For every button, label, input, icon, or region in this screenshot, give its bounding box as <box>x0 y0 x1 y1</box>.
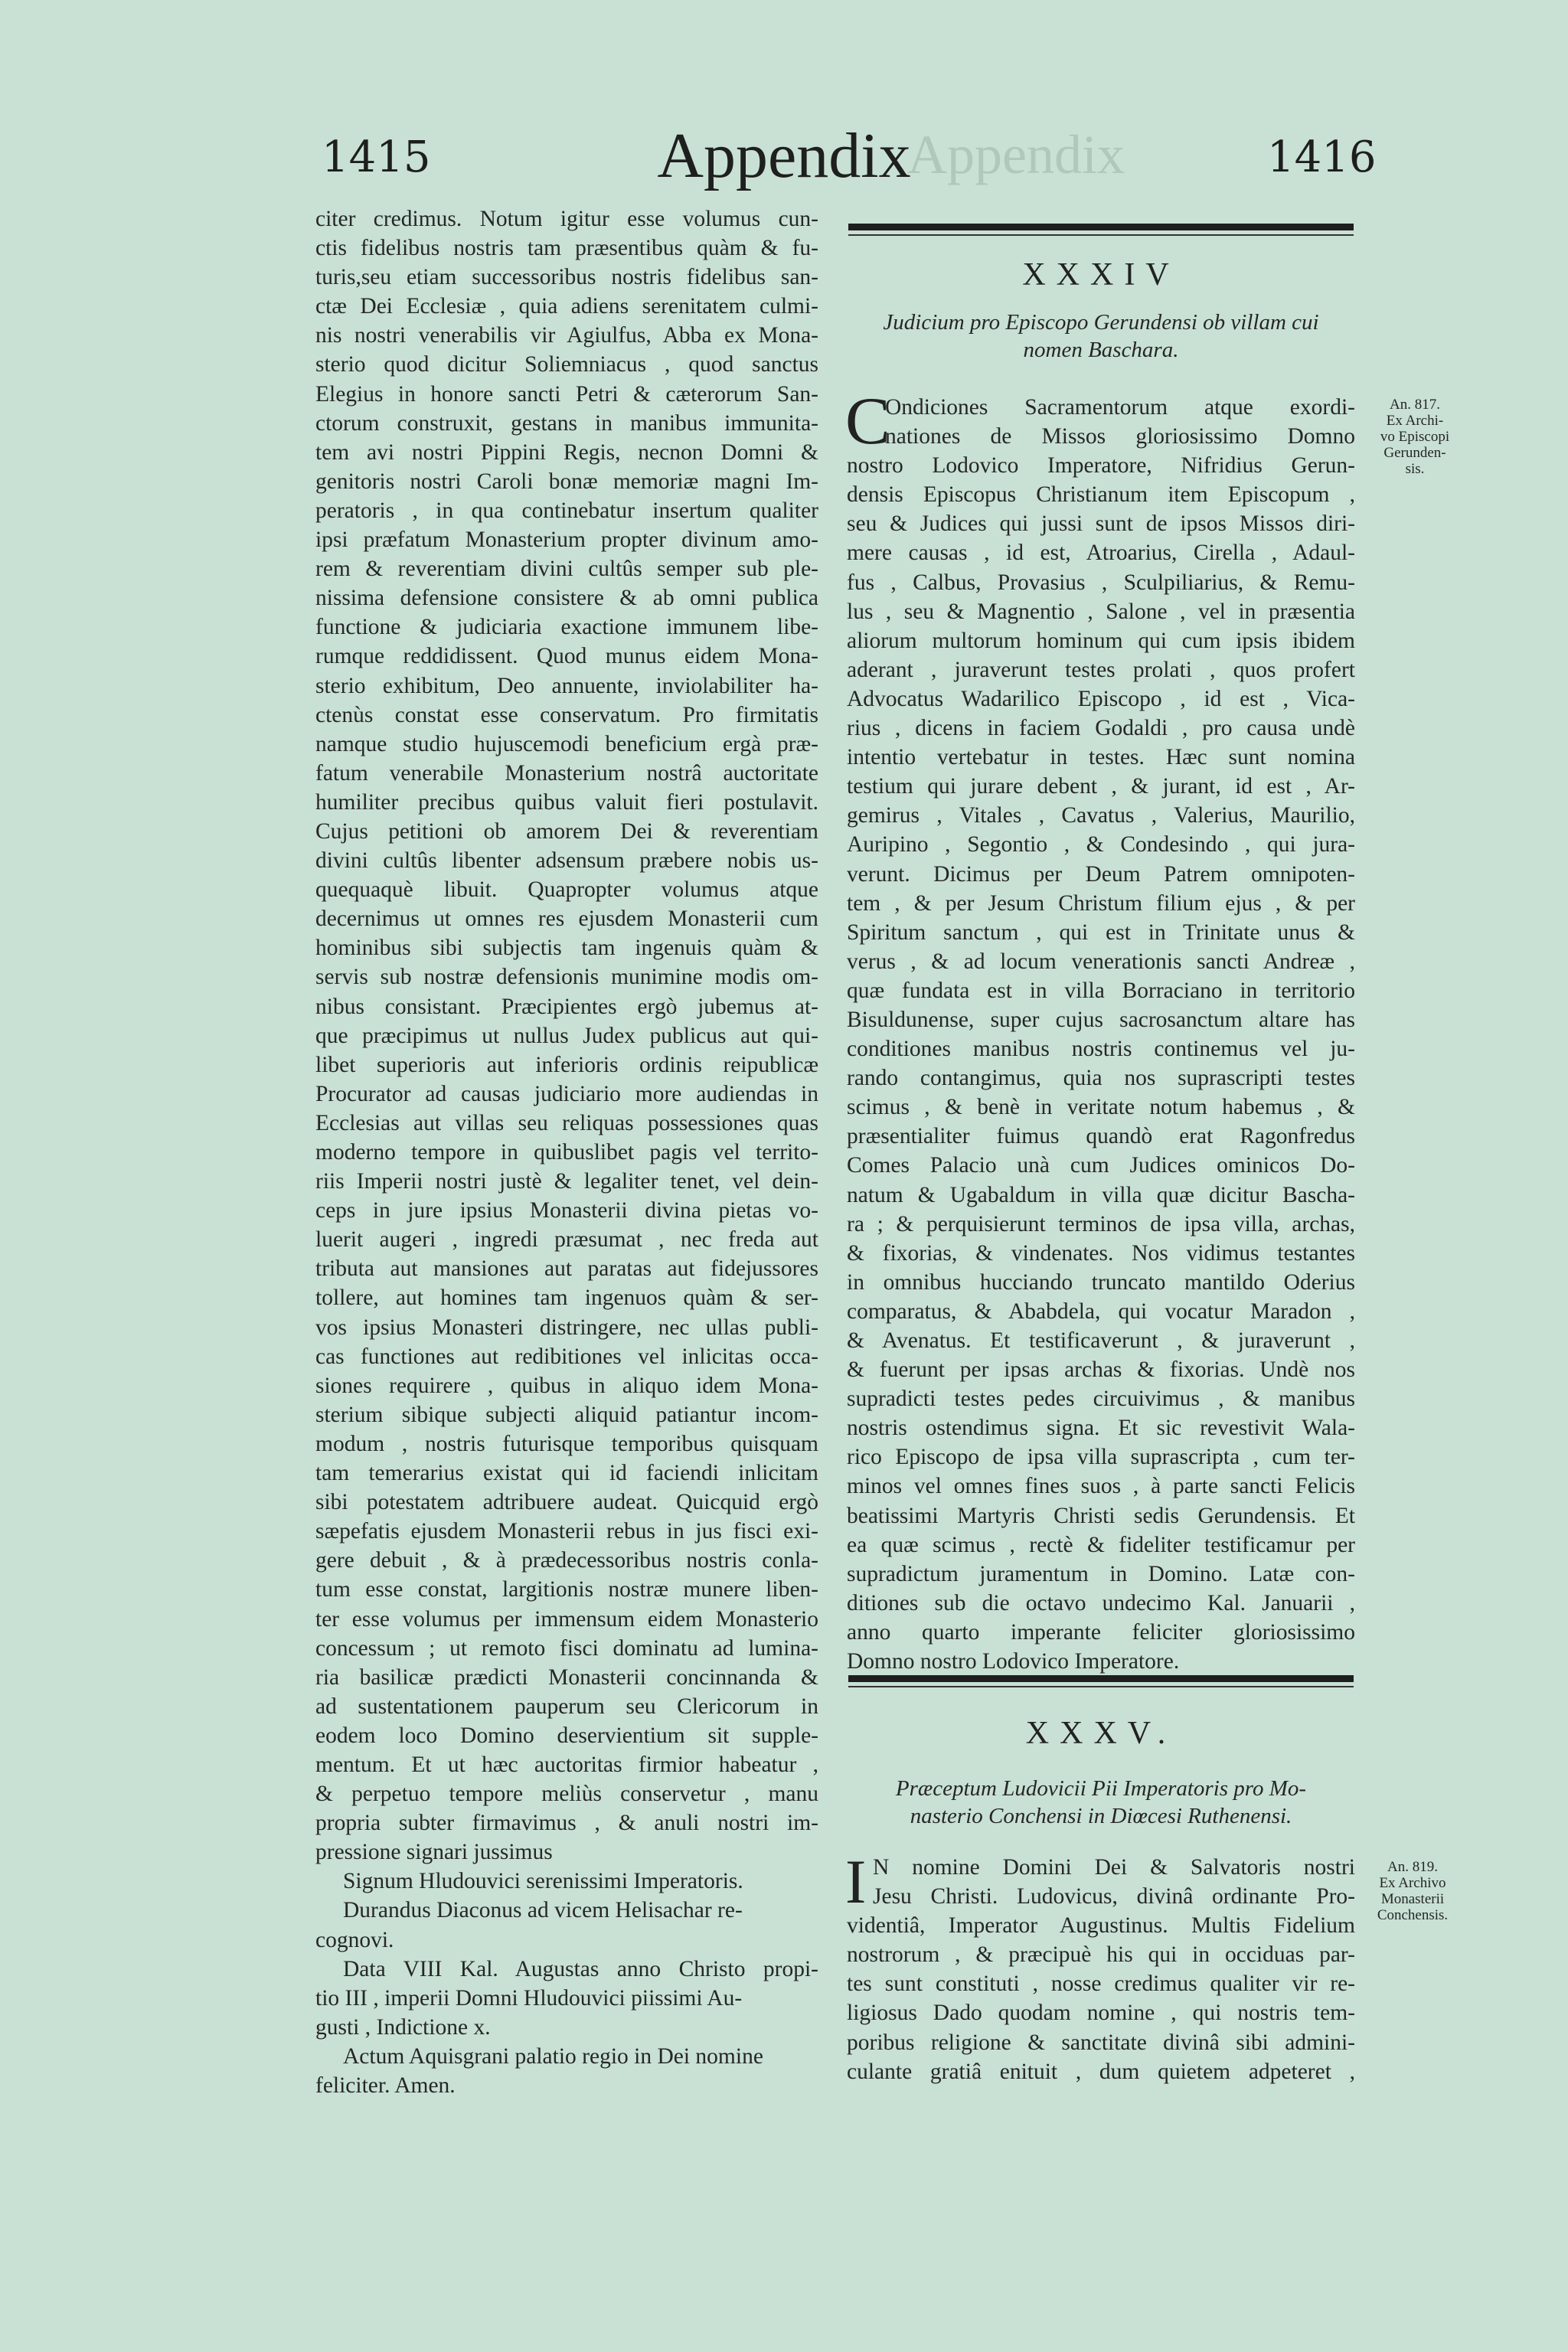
text-line: siones requirere , quibus in aliquo idem Mona- <box>315 1373 818 1398</box>
text-line: Auripino , Segontio , & Condesindo , qui jura- <box>847 832 1355 858</box>
section-number-xxxv: XXXV. <box>1025 1716 1177 1751</box>
text-line: Elegius in honore sancti Petri & cæterorum San- <box>315 381 818 407</box>
text-line: rumque reddidissent. Quod munus eidem Mona- <box>315 644 818 669</box>
text-line: & fuerunt per ipsas archas & fixorias. Undè nos <box>847 1357 1355 1383</box>
text-line: tio III , imperii Domni Hludouvici piissimi Au- <box>315 1985 743 2011</box>
text-line: turis,seu etiam successoribus nostris fidelibus san- <box>315 265 818 290</box>
section-title-xxxiv <box>848 309 1354 364</box>
text-line: Ecclesias aut villas seu reliquas possessiones quas <box>315 1110 818 1135</box>
text-line: humiliter precibus quibus valuit fieri postulavit. <box>315 789 818 815</box>
text-line: hominibus sibi subjectis tam ingenuis quàm & <box>315 936 818 961</box>
text-line: feliciter. Amen. <box>315 2073 456 2098</box>
left-page-number: 1415 <box>322 132 431 182</box>
text-line: anno quarto imperante feliciter gloriosissimo <box>847 1619 1355 1645</box>
text-line: intentio vertebatur in testes. Hæc sunt nomina <box>847 745 1355 770</box>
text-line: eodem loco Domino deservientium sit supple- <box>315 1723 818 1748</box>
text-line: rando contangimus, quia nos suprascripti testes <box>847 1066 1355 1091</box>
text-line: & fixorias, & vindenates. Nos vidimus testantes <box>847 1240 1355 1266</box>
text-line: verus , & ad locum venerationis sancti Andreæ , <box>847 949 1355 974</box>
text-line: Data VIII Kal. Augustas anno Christo propi- <box>343 1956 818 1981</box>
margin-note-line: Monasterii <box>1380 1891 1445 1907</box>
text-line: tam temerarius existat qui id faciendi inlicitam <box>315 1461 818 1486</box>
text-line: præsentialiter fuimus quandò erat Ragonfredus <box>847 1124 1355 1149</box>
text-line: culante gratiâ enituit , dum quietem adpeteret , <box>847 2059 1355 2084</box>
text-line: verunt. Dicimus per Deum Patrem omnipoten- <box>847 861 1355 887</box>
text-line: Spiritum sanctum , qui est in Trinitate unus & <box>847 920 1355 945</box>
text-line: ria basilicæ prædicti Monasterii concinnanda & <box>315 1664 818 1690</box>
text-line: testium qui jurare debent , & jurant, id est , Ar- <box>847 774 1355 799</box>
text-line: ctenùs constat esse conservatum. Pro firmitatis <box>315 702 818 727</box>
text-line: densis Episcopus Christianum item Episcopum , <box>847 482 1355 508</box>
text-line: sibi potestatem adtribuere audeat. Quicquid ergò <box>315 1490 818 1515</box>
text-line: ter esse volumus per immensum eidem Monasterio <box>315 1606 818 1632</box>
text-line: mentum. Et ut hæc auctoritas firmior habeatur , <box>315 1752 818 1777</box>
margin-note-line: An. 819. <box>1387 1859 1438 1875</box>
right-page-number: 1416 <box>1267 132 1377 182</box>
text-line: supradicti testes pedes circuivimus , & manibus <box>847 1387 1355 1412</box>
margin-note-line: vo Episcopi <box>1380 429 1450 445</box>
text-line: cognovi. <box>315 1927 394 1952</box>
text-line: functione & judiciaria exactione immunem libe- <box>315 615 818 640</box>
margin-note-line: Ex Archi- <box>1386 413 1444 429</box>
text-line: comparatus, & Ababdela, qui vocatur Maradon , <box>847 1298 1355 1324</box>
text-line: tum esse constat, largitionis nostræ munere liben- <box>315 1577 818 1602</box>
text-line: tes sunt constituti , nosse credimus qualiter vir re- <box>847 1971 1355 1997</box>
margin-note-xxxv <box>1363 1859 1462 1923</box>
text-line: rius , dicens in faciem Godaldi , pro causa undè <box>847 716 1355 741</box>
text-line: Procurator ad causas judiciario more audiendas in <box>315 1081 818 1106</box>
text-line: riis Imperii nostri justè & legaliter tenet, vel dein- <box>315 1169 818 1194</box>
text-line: libet superioris aut inferioris ordinis reipublicæ <box>315 1052 818 1077</box>
text-line: moderno tempore in quibuslibet pagis vel territo- <box>315 1140 818 1165</box>
section-rule-top <box>848 1675 1354 1682</box>
text-line: fus , Calbus, Provasius , Sculpiliarius, & Remu- <box>847 570 1355 595</box>
text-line: beatissimi Martyris Christi sedis Gerundensis. Et <box>847 1503 1355 1528</box>
section-rule-thin <box>848 1686 1354 1687</box>
text-line: sterio quod dicitur Soliemniacus , quod sanctus <box>315 352 818 377</box>
bleed-through-title: Appendix <box>907 124 1125 185</box>
text-line: ctæ Dei Ecclesiæ , quia adiens serenitatem culmi- <box>315 294 818 319</box>
text-line: aliorum multorum hominum qui cum ipsis ibidem <box>847 628 1355 653</box>
text-line: concessum ; ut remoto fisci dominatu ad lumina- <box>315 1635 818 1661</box>
text-line: quequaquè libuit. Quapropter volumus atque <box>315 877 818 903</box>
text-line: tollere, aut homines tam ingenuos quàm & ser- <box>315 1285 818 1311</box>
text-line: ea quæ scimus , rectè & fideliter testificamur per <box>847 1532 1355 1557</box>
text-line: cas functiones aut redibitiones vel inlicitas occa- <box>315 1344 818 1369</box>
text-line: & Avenatus. Et testificaverunt , & juraverunt , <box>847 1328 1355 1353</box>
text-line: Advocatus Wadarilico Episcopo , id est , Vica- <box>847 686 1355 711</box>
margin-note-line: sis. <box>1405 461 1425 477</box>
page-header <box>0 119 1568 203</box>
text-line: nissima defensione consistere & ab omni publica <box>315 586 818 611</box>
text-line: Cujus petitioni ob amorem Dei & reverentiam <box>315 818 818 844</box>
text-line: lus , seu & Magnentio , Salone , vel in præsentia <box>847 599 1355 624</box>
section-number-xxxiv: XXXIV <box>1022 257 1180 292</box>
margin-note-line: An. 817. <box>1390 397 1440 413</box>
section-rule-top <box>848 224 1354 230</box>
text-line: nibus consistant. Præcipientes ergò jubemus at- <box>315 994 818 1019</box>
text-line: divini cultûs libenter adsensum præbere nobis us- <box>315 848 818 874</box>
text-line: fatum venerabile Monasterium nostrâ auctoritate <box>315 760 818 786</box>
text-line: & perpetuo tempore meliùs conservetur , manu <box>315 1782 818 1807</box>
text-line: nostris ostendimus signa. Et sic revestivit Wala- <box>847 1416 1355 1441</box>
text-line: aderant , juraverunt testes prolati , quos profert <box>847 657 1355 682</box>
text-line: rico Episcopo de ipsa villa suprascripta , cum ter- <box>847 1445 1355 1470</box>
text-line: sterium sibique subjecti aliquid patiantur incom- <box>315 1402 818 1427</box>
section-title-line: Judicium pro Episcopo Gerundensi ob villam cui <box>883 310 1319 335</box>
section-xxxv-body <box>845 1847 1355 2086</box>
left-column <box>315 204 818 2100</box>
text-line: scimus , & benè in veritate notum habemus , & <box>847 1095 1355 1120</box>
text-line: ad sustentationem pauperum seu Clericorum in <box>315 1694 818 1719</box>
text-line: gemirus , Vitales , Cavatus , Valerius, Maurilio, <box>847 803 1355 828</box>
text-line: peratoris , in qua continebatur insertum qualiter <box>315 498 818 523</box>
text-line: Signum Hludouvici serenissimi Imperatoris. <box>343 1869 743 1894</box>
text-line: citer credimus. Notum igitur esse volumus cun- <box>315 207 818 231</box>
text-line: Domno nostro Lodovico Imperatore. <box>847 1649 1180 1674</box>
text-line: conditiones manibus nostris continemus vel ju- <box>847 1037 1355 1062</box>
text-line: Jesu Christi. Ludovicus, divinâ ordinante Pro- <box>873 1884 1355 1909</box>
section-xxxiv-body <box>845 384 1355 1676</box>
text-line: nationes de Missos gloriosissimo Domno <box>885 424 1355 449</box>
text-line: que præcipimus ut nullus Judex publicus aut qui- <box>315 1023 818 1048</box>
text-line: nostrorum , & præcipuè his qui in occiduas par- <box>847 1942 1355 1968</box>
text-line: servis sub nostræ defensionis munimine modis om- <box>315 965 818 990</box>
text-line: Comes Palacio unà cum Judices ominicos Do- <box>847 1153 1355 1178</box>
text-line: nostro Lodovico Imperatore, Nifridius Gerun- <box>847 453 1355 479</box>
text-line: ctis fidelibus nostris tam præsentibus quàm & fu- <box>315 236 818 261</box>
text-line: nis nostri venerabilis vir Agiulfus, Abba ex Mona- <box>315 323 818 348</box>
text-line: in omnibus hucciando truncato mantildo Oderius <box>847 1269 1355 1295</box>
text-line: ipsi præfatum Monasterium propter divinum amo- <box>315 528 818 553</box>
text-line: rem & reverentiam divini cultûs semper sub ple- <box>315 557 818 582</box>
section-title-xxxv <box>848 1775 1354 1830</box>
text-line: ceps in jure ipsius Monasterii divina pietas vo- <box>315 1198 818 1223</box>
margin-note-line: Conchensis. <box>1377 1907 1449 1923</box>
text-line: tributa aut mansiones aut paratas aut fidejussores <box>315 1256 818 1282</box>
text-line: videntiâ, Imperator Augustinus. Multis Fidelium <box>847 1913 1355 1939</box>
text-line: namque studio hujuscemodi beneficium ergà præ- <box>315 731 818 756</box>
text-line: supradictum juramentum in Domino. Latæ con- <box>847 1561 1355 1586</box>
text-line: ligiosus Dado quodam nomine , qui nostris tem- <box>847 2001 1355 2026</box>
text-line: Ondiciones Sacramentorum atque exordi- <box>885 395 1355 420</box>
text-line: gusti , Indictione x. <box>315 2014 491 2040</box>
running-title: Appendix <box>657 120 911 191</box>
margin-note-xxxiv <box>1369 397 1461 477</box>
text-line: poribus religione & sanctitate divinâ sibi admini- <box>847 2030 1355 2055</box>
text-line: tem , & per Jesum Christum filium ejus , & per <box>847 890 1355 916</box>
text-line: ra ; & perquisierunt terminos de ipsa villa, archas, <box>847 1211 1355 1236</box>
margin-note-line: Ex Archivo <box>1379 1875 1446 1891</box>
text-line: gere debuit , & à prædecessoribus nostris conla- <box>315 1548 818 1573</box>
text-line: Bisuldunense, super cujus sacrosanctum altare has <box>847 1007 1355 1032</box>
text-line: pressione signari jussimus <box>315 1840 553 1865</box>
text-line: N nomine Domini Dei & Salvatoris nostri <box>873 1855 1355 1880</box>
text-line: Actum Aquisgrani palatio regio in Dei nomine <box>343 2043 763 2069</box>
section-title-line: Præceptum Ludovicii Pii Imperatoris pro Mo- <box>895 1776 1307 1801</box>
text-line: sterio exhibitum, Deo annuente, inviolabiliter ha- <box>315 673 818 698</box>
margin-note-line: Gerunden- <box>1383 445 1446 461</box>
section-title-line: nomen Baschara. <box>1023 338 1179 362</box>
text-line: ctorum construxit, gestans in manibus immunita- <box>315 410 818 436</box>
text-line: sæpefatis ejusdem Monasterii rebus in jus fisci exi- <box>315 1519 818 1544</box>
text-line: seu & Judices qui jussi sunt de ipsos Missos diri- <box>847 511 1355 537</box>
section-rule-thin <box>848 234 1354 236</box>
text-line: decernimus ut omnes res ejusdem Monasterii cum <box>315 906 818 932</box>
text-line: natum & Ugabaldum in villa quæ dicitur Bascha- <box>847 1182 1355 1207</box>
drop-cap-i: I <box>845 1847 867 1916</box>
text-line: vos ipsius Monasteri distringere, nec ullas publi- <box>315 1315 818 1340</box>
drop-cap-c: C <box>845 384 890 459</box>
text-line: quæ fundata est in villa Borraciano in territorio <box>847 978 1355 1003</box>
text-line: ditiones sub die octavo undecimo Kal. Januarii , <box>847 1590 1355 1615</box>
text-line: luerit augeri , ingredi præsumat , nec freda aut <box>315 1227 818 1253</box>
text-line: minos vel omnes fines suos , à parte sancti Felicis <box>847 1474 1355 1499</box>
section-title-line: nasterio Conchensi in Diœcesi Ruthenensi. <box>910 1804 1292 1828</box>
text-line: mere causas , id est, Atroarius, Cirella , Adaul- <box>847 541 1355 566</box>
text-line: propria subter firmavimus , & anuli nostri im- <box>315 1811 818 1836</box>
text-line: modum , nostris futurisque temporibus quisquam <box>315 1431 818 1456</box>
text-line: genitoris nostri Caroli bonæ memoriæ magni Im- <box>315 469 818 494</box>
text-line: Durandus Diaconus ad vicem Helisachar re- <box>343 1898 743 1923</box>
text-line: tem avi nostri Pippini Regis, necnon Domni & <box>315 439 818 465</box>
